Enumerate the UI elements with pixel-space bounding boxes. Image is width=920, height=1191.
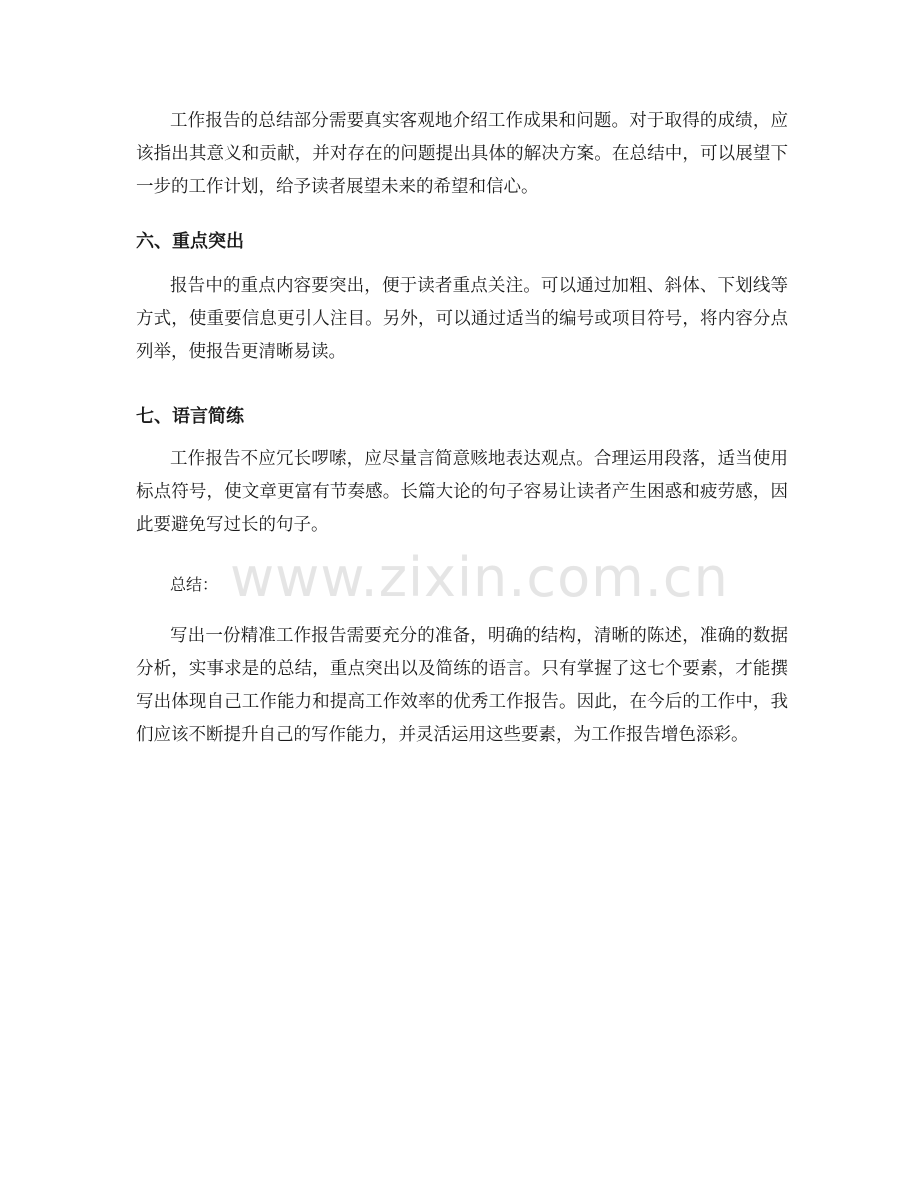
section-7-heading: 七、语言简练 [136,406,244,427]
conclusion-label: 总结： [170,575,219,594]
watermark: www.zixin.com.cn [230,546,729,609]
section-6-heading: 六、重点突出 [136,231,244,252]
summary-intro-paragraph: 工作报告的总结部分需要真实客观地介绍工作成果和问题。对于取得的成绩，应该指出其意义和贡献，并对存在的问题提出具体的解决方案。在总结中，可以展望下一步的工作计划，给予读者展望未来的希望和信心。 [136,111,788,197]
section-7-paragraph: 工作报告不应冗长啰嗦，应尽量言简意赅地表达观点。合理运用段落，适当使用标点符号，使文章更富有节奏感。长篇大论的句子容易让读者产生困惑和疲劳感，因此要避免写过长的句子。 [136,449,788,535]
conclusion-paragraph: 写出一份精准工作报告需要充分的准备，明确的结构，清晰的陈述，准确的数据分析，实事求是的总结，重点突出以及简练的语言。只有掌握了这七个要素，才能撰写出体现自己工作能力和提高工作效率的优秀工作报告。因此，在今后的工作中，我们应该不断提升自己的写作能力，并灵活运用这些要素，为工作报告增色添彩。 [136,626,788,745]
section-6-paragraph: 报告中的重点内容要突出，便于读者重点关注。可以通过加粗、斜体、下划线等方式，使重要信息更引人注目。另外，可以通过适当的编号或项目符号，将内容分点列举，使报告更清晰易读。 [136,276,788,362]
